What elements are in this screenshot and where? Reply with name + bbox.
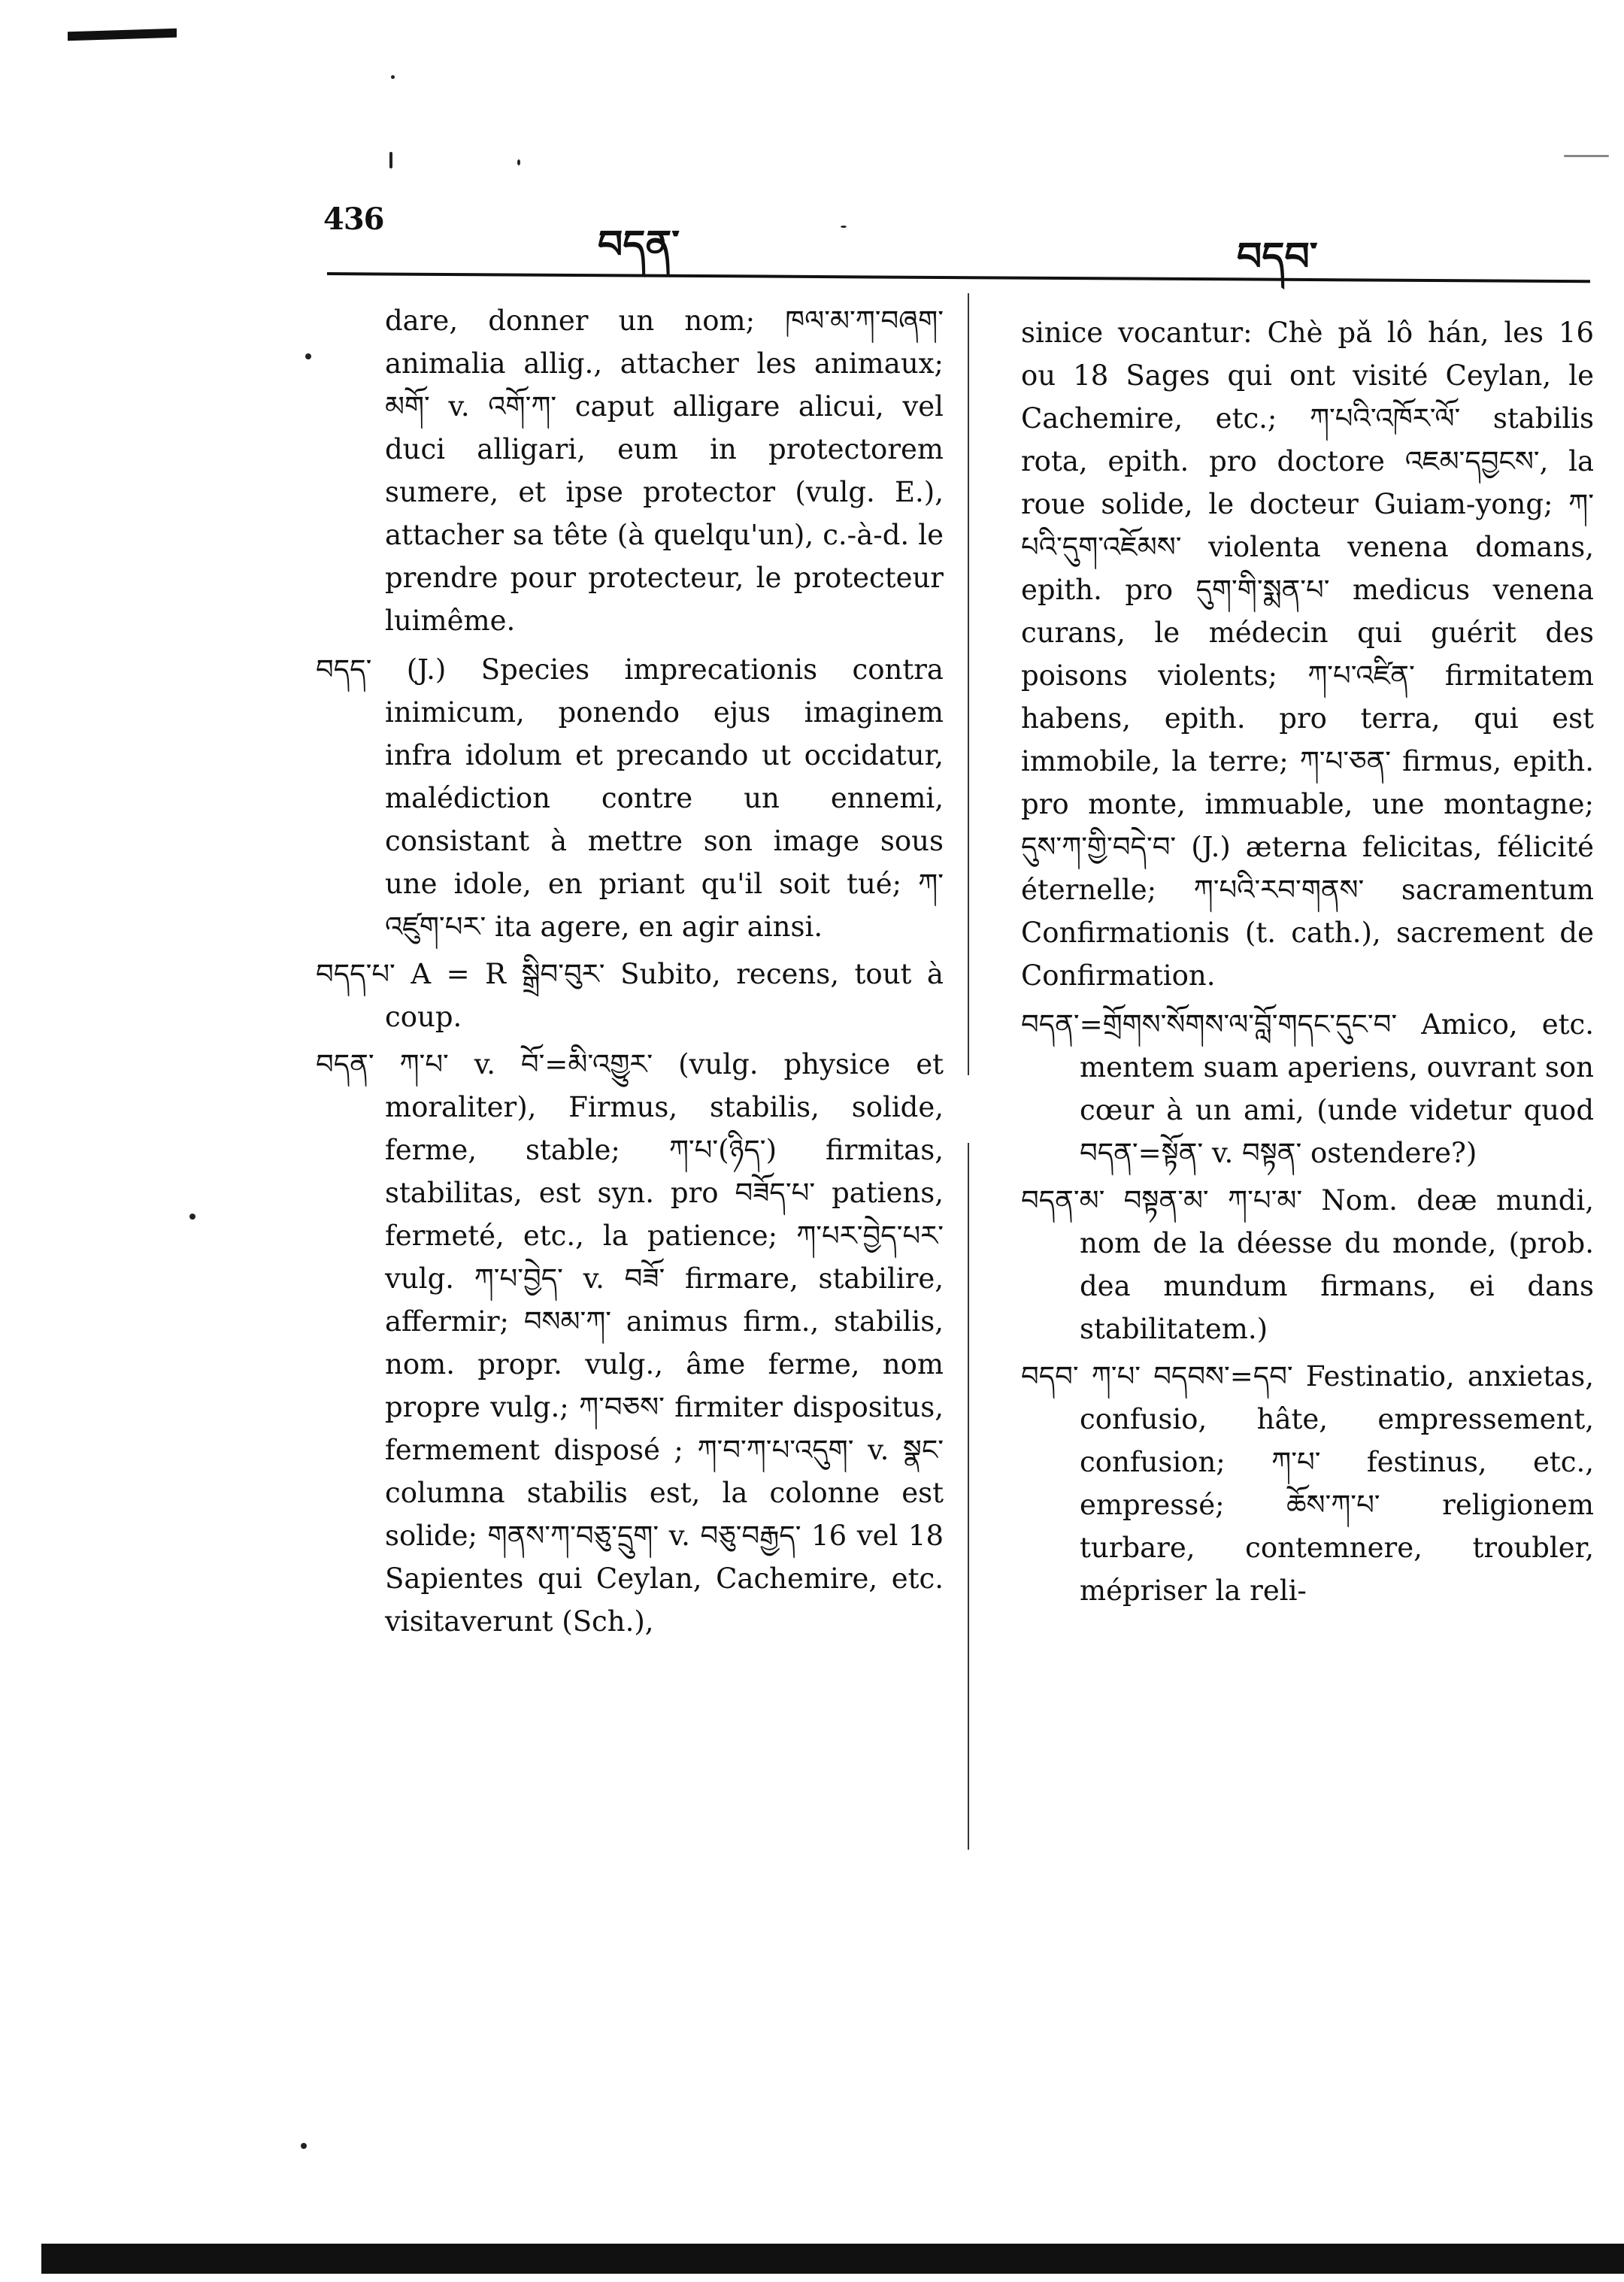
margin-bullet	[301, 2143, 307, 2149]
left-column	[316, 299, 944, 1647]
dictionary-entry: བདན་ ཀ་པ་ v. བོ་=མི་འགྱུར་ (vulg. physice et moraliter), Firmus, stabilis, solide, ferme, stable; ཀ་པ་(ཉིད་) firmitas, stabilitas, est syn. pro བཟོད་པ་ patiens, fermeté, etc., la patience; ཀ་པར་བྱེད་པར་ vulg. ཀ་པ་བྱེད་ v. བཟོ་ firmare, stabilire, affermir; བསམ་ཀ་ animus firm., stabilis, nom. propr. vulg., âme ferme, nom propre vulg.; ཀ་བཅས་ firmiter dispositus, fermement disposé ; ཀ་བ་ཀ་པ་འདུག་ v. སྣང་ columna stabilis est, la colonne est solide; གནས་ཀ་བཅུ་དྲུག་ v. བཅུ་བརྒྱད་ 16 vel 18 Sapientes qui Ceylan, Cachemire, etc. visitaverunt (Sch.),	[316, 1048, 944, 1638]
running-headword-left: བདན་	[598, 222, 680, 268]
scan-speck	[841, 226, 847, 228]
dictionary-entry: བདབ་ ཀ་པ་ བདབས་=དབ་ Festinatio, anxietas, confusio, hâte, empressement, confusion; ཀ་པ་ festinus, etc., empressé; ཆོས་ཀ་པ་ religionem turbare, contemnere, troubler, mépriser la reli-	[1021, 1360, 1594, 1607]
right-column	[1021, 311, 1594, 1617]
scan-speck	[1564, 155, 1609, 157]
scan-speck	[517, 159, 520, 165]
column-divider	[968, 1143, 969, 1850]
column-divider	[968, 293, 969, 1075]
entry-continuation: sinice vocantur: Chè pǎ lô hán, les 16 ou 18 Sages qui ont visité Ceylan, le Cachemire, etc.; ཀ་པའི་འཁོར་ལོ་ stabilis rota, epith. pro doctore འཇམ་དབྱངས་, la roue solide, le docteur Guiam-yong; ཀ་པའི་དུག་འཇོམས་ violenta venena domans, epith. pro དུག་གི་སྨན་པ་ medicus venena curans, le médecin qui guérit des poisons violents; ཀ་པ་འཛིན་ firmitatem habens, epith. pro terra, qui est immobile, la terre; ཀ་པ་ཅན་ firmus, epith. pro monte, immuable, une montagne; དུས་ཀ་གྱི་བདེ་བ་ (J.) æterna felicitas, félicité éternelle; ཀ་པའི་རབ་གནས་ sacramentum Confirmationis (t. cath.), sacrement de Confirmation.	[1021, 317, 1594, 992]
scan-speck	[391, 75, 395, 79]
scan-bottom-border	[41, 2244, 1624, 2274]
dictionary-entry: བདད་ (J.) Species imprecationis contra inimicum, ponendo ejus imaginem infra idolum et precando ut occidatur, malédiction contre un ennemi, consistant à mettre son image sous une idole, en priant qu'il soit tué; ཀ་འཛུག་པར་ ita agere, en agir ainsi.	[316, 653, 944, 943]
scan-speck	[389, 152, 392, 168]
margin-bullet	[189, 1214, 195, 1220]
margin-bullet	[305, 353, 311, 359]
entry-continuation: dare, donner un nom; ཁལ་མ་ཀ་བཞག་ animalia allig., attacher les animaux; མགོ་ v. འགོ་ཀ་ caput alligare alicui, vel duci alligari, eum in protectorem sumere, et ipse protector (vulg. E.), attacher sa tête (à quelqu'un), c.-à-d. le prendre pour protecteur, le protecteur luimême.	[385, 305, 944, 637]
dictionary-entry: བདན་=གྲོགས་སོགས་ལ་བློ་གདང་དུང་བ་ Amico, etc. mentem suam aperiens, ouvrant son cœur à un ami, (unde videtur quod བདན་=སྟོན་ v. བསྟན་ ostendere?)	[1021, 1008, 1594, 1169]
dictionary-entry: བདན་མ་ བསྟན་མ་ ཀ་པ་མ་ Nom. deæ mundi, nom de la déesse du monde, (prob. dea mundum firmans, ei dans stabilitatem.)	[1021, 1184, 1594, 1345]
scan-corner-mark	[68, 29, 177, 41]
dictionary-entry: བདད་པ་ A = R སྒྲིབ་བུར་ Subito, recens, tout à coup.	[316, 958, 944, 1033]
header-rule	[327, 272, 1590, 283]
running-headword-right: བདབ་	[1237, 234, 1318, 280]
page-number: 436	[323, 202, 384, 237]
